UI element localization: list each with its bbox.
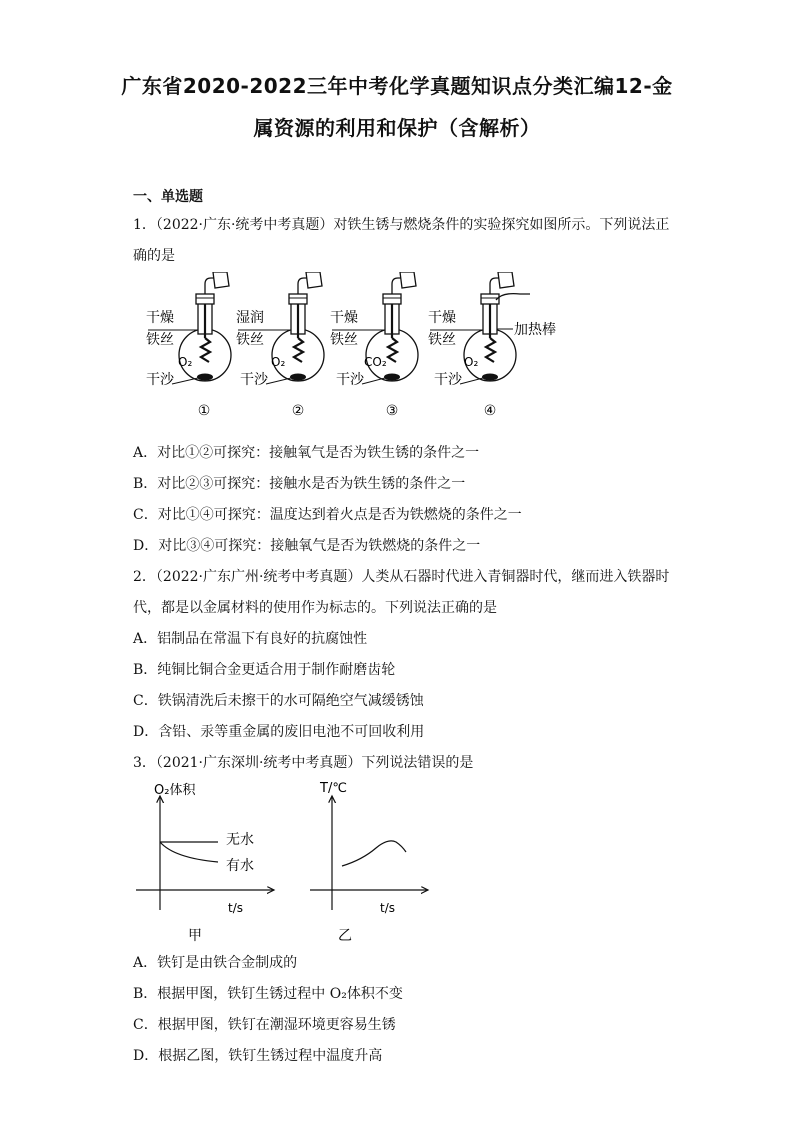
curve-temperature bbox=[342, 841, 406, 866]
graph-yi-caption: 乙 bbox=[338, 928, 352, 944]
q3-graphs bbox=[130, 778, 450, 948]
flask-3 bbox=[330, 272, 418, 419]
q3-option-b: B．根据甲图，铁钉生锈过程中 O₂体积不变 bbox=[133, 986, 403, 1002]
flask-4-label-bottom: 铁丝 bbox=[428, 332, 456, 348]
q1-stem-line2: 确的是 bbox=[133, 248, 175, 264]
flask-2-sand: 干沙 bbox=[240, 372, 268, 388]
q1-stem-line1: 1．（2022·广东·统考中考真题）对铁生锈与燃烧条件的实验探究如图所示。下列说法正 bbox=[133, 217, 670, 233]
q1-option-c: C．对比①④可探究：温度达到着火点是否为铁燃烧的条件之一 bbox=[133, 507, 522, 523]
flask-4 bbox=[428, 272, 556, 419]
q2-option-a: A．铝制品在常温下有良好的抗腐蚀性 bbox=[133, 631, 368, 647]
flask-1-label-top: 干燥 bbox=[146, 310, 174, 326]
flask-4-label-top: 干燥 bbox=[428, 310, 456, 326]
graph-jia bbox=[136, 782, 274, 944]
graph-jia-curve2-label: 有水 bbox=[226, 858, 254, 874]
flask-1-number: ① bbox=[197, 403, 211, 419]
graph-jia-curve1-label: 无水 bbox=[226, 832, 254, 848]
graph-jia-caption: 甲 bbox=[188, 928, 202, 944]
q2-option-d: D．含铅、汞等重金属的废旧电池不可回收利用 bbox=[133, 724, 425, 740]
flask-4-heater-label: 加热棒 bbox=[514, 322, 556, 338]
graph-yi-ylabel: T/℃ bbox=[320, 781, 347, 796]
flask-4-number: ④ bbox=[483, 403, 497, 419]
graph-yi-xlabel: t/s bbox=[380, 901, 395, 915]
flask-2-label-top: 湿润 bbox=[236, 310, 264, 326]
flask-3-label-bottom: 铁丝 bbox=[330, 332, 358, 348]
q3-option-a: A．铁钉是由铁合金制成的 bbox=[133, 955, 298, 971]
q3-option-d: D．根据乙图，铁钉生锈过程中温度升高 bbox=[133, 1048, 383, 1064]
flask-3-number: ③ bbox=[385, 403, 399, 419]
q3-option-c: C．根据甲图，铁钉在潮湿环境更容易生锈 bbox=[133, 1017, 396, 1033]
q1-option-d: D．对比③④可探究：接触氧气是否为铁燃烧的条件之一 bbox=[133, 538, 481, 554]
q1-experiment-figure bbox=[130, 272, 570, 422]
q2-stem-line1: 2．（2022·广东广州·统考中考真题）人类从石器时代进入青铜器时代，继而进入铁器时 bbox=[133, 569, 670, 585]
q2-option-c: C．铁锅清洗后未擦干的水可隔绝空气减缓锈蚀 bbox=[133, 693, 424, 709]
document-title-line1: 广东省2020-2022三年中考化学真题知识点分类汇编12-金 bbox=[121, 74, 673, 98]
q2-stem-line2: 代，都是以金属材料的使用作为标志的。下列说法正确的是 bbox=[133, 600, 497, 616]
flask-4-gas: O₂ bbox=[464, 355, 479, 369]
section-heading: 一、单选题 bbox=[133, 189, 203, 205]
flask-2-label-bottom: 铁丝 bbox=[236, 332, 264, 348]
q1-option-b: B．对比②③可探究：接触水是否为铁生锈的条件之一 bbox=[133, 476, 466, 492]
flask-1 bbox=[146, 272, 231, 419]
document-title-line2: 属资源的利用和保护（含解析） bbox=[253, 116, 541, 140]
flask-4-sand: 干沙 bbox=[434, 372, 462, 388]
heater-wire bbox=[496, 294, 530, 300]
q1-option-a: A．对比①②可探究：接触氧气是否为铁生锈的条件之一 bbox=[133, 445, 480, 461]
flask-1-gas: O₂ bbox=[178, 355, 193, 369]
curve-with-water bbox=[160, 842, 218, 862]
graph-yi bbox=[310, 781, 428, 944]
flask-3-sand: 干沙 bbox=[336, 372, 364, 388]
flask-2-gas: O₂ bbox=[271, 355, 286, 369]
flask-2-number: ② bbox=[291, 403, 305, 419]
flask-1-label-bottom: 铁丝 bbox=[146, 332, 174, 348]
graph-jia-ylabel: O₂体积 bbox=[154, 783, 196, 798]
flask-3-label-top: 干燥 bbox=[330, 310, 358, 326]
q2-option-b: B．纯铜比铜合金更适合用于制作耐磨齿轮 bbox=[133, 662, 396, 678]
flask-3-gas: CO₂ bbox=[364, 355, 387, 369]
flask-1-sand: 干沙 bbox=[146, 372, 174, 388]
graph-jia-xlabel: t/s bbox=[228, 901, 243, 915]
q3-stem: 3．（2021·广东深圳·统考中考真题）下列说法错误的是 bbox=[133, 755, 474, 771]
flask-2 bbox=[236, 272, 324, 419]
